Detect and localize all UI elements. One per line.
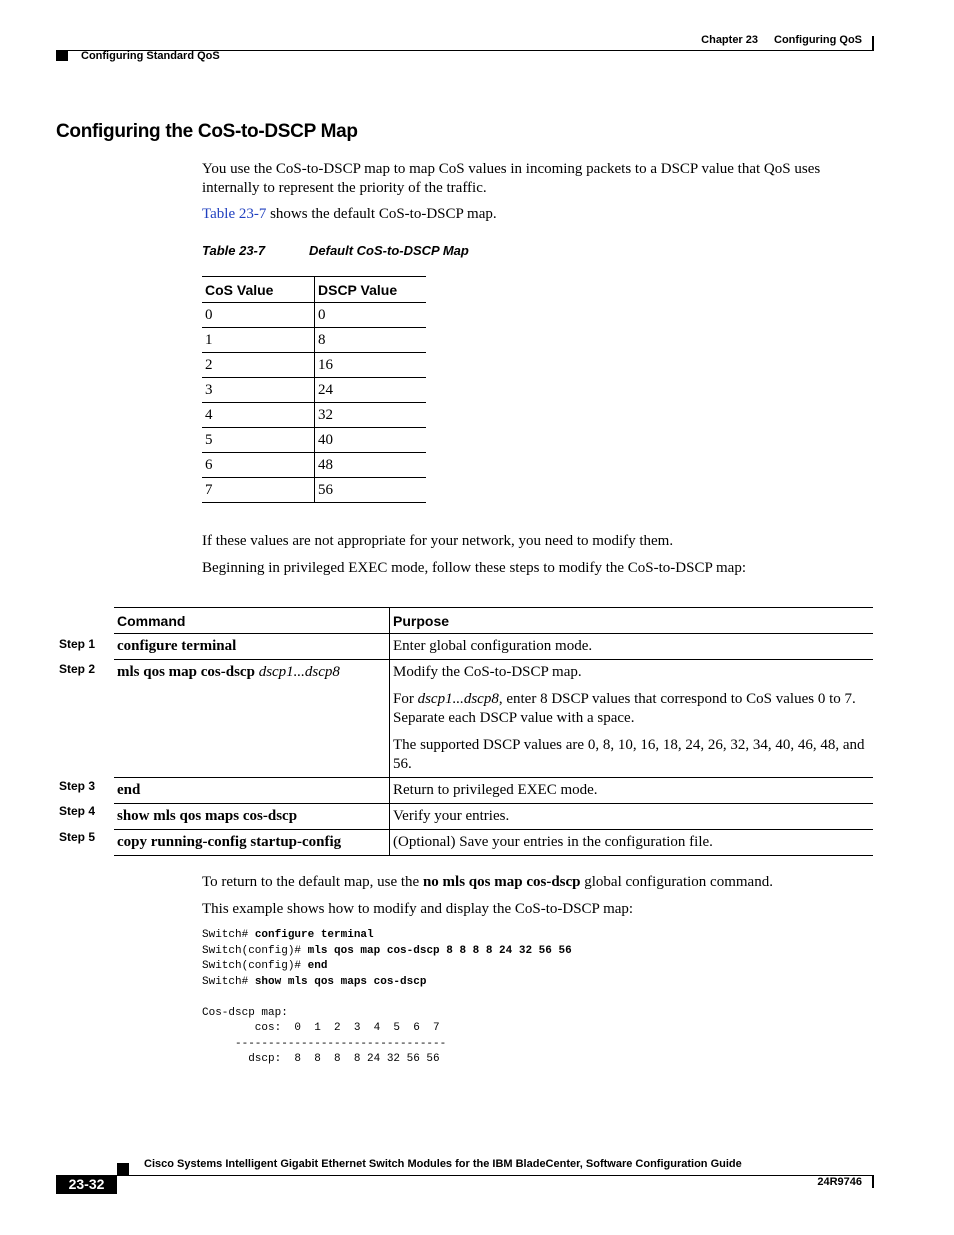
- purpose-cell: [390, 830, 874, 856]
- code-line: [202, 944, 572, 960]
- return-paragraph: [202, 873, 874, 892]
- step-label: Step 3: [59, 779, 96, 793]
- command-text: mls qos map cos-dscp: [117, 664, 255, 680]
- dscp-value-cell: 0: [315, 303, 427, 328]
- footer-rule: [117, 1175, 874, 1176]
- footer-title: Cisco Systems Intelligent Gigabit Ethernet Switch Modules for the IBM BladeCenter, Software Configuration Guide: [144, 1158, 742, 1170]
- purpose-cell: [390, 634, 874, 660]
- cos-value-cell: 2: [202, 353, 315, 378]
- code-command: show mls qos maps cos-dscp: [254, 975, 427, 988]
- column-header-cos: CoS Value: [202, 277, 315, 303]
- purpose-text: Return to privileged EXEC mode.: [393, 782, 598, 798]
- page-title: Configuring the CoS-to-DSCP Map: [56, 121, 358, 142]
- step-label: Step 2: [59, 662, 96, 676]
- cos-value-cell: 5: [202, 428, 315, 453]
- command-cell: [114, 660, 390, 778]
- code-line: [202, 1037, 572, 1053]
- column-header-command: Command: [114, 608, 390, 634]
- purpose-prefix: For: [393, 691, 418, 707]
- document-number: 24R9746: [817, 1176, 862, 1188]
- dscp-value-cell: 40: [315, 428, 427, 453]
- dscp-value-cell: 16: [315, 353, 427, 378]
- return-suffix: global configuration command.: [580, 874, 773, 890]
- table-row: [202, 328, 426, 353]
- table-row: [114, 830, 873, 856]
- purpose-rest: , enter 8 DSCP values that correspond to CoS values 0 to 7. Separate each DSCP value with a space.: [393, 691, 856, 726]
- command-text: configure terminal: [117, 638, 237, 654]
- section-header: Configuring Standard QoS: [81, 50, 220, 62]
- purpose-text: Verify your entries.: [393, 808, 510, 824]
- table-caption-title: Default CoS-to-DSCP Map: [309, 243, 469, 258]
- table-caption: [202, 243, 469, 258]
- cos-value-cell: 7: [202, 478, 315, 503]
- code-line: [202, 1052, 572, 1068]
- command-cell: [114, 634, 390, 660]
- code-line: [202, 975, 572, 991]
- code-prompt: dscp: 8 8 8 8 24 32 56 56: [202, 1053, 440, 1065]
- code-line: [202, 1021, 572, 1037]
- code-example: [202, 928, 572, 1068]
- code-command: mls qos map cos-dscp 8 8 8 8 24 32 56 56: [307, 944, 572, 957]
- purpose-text: (Optional) Save your entries in the configuration file.: [393, 834, 713, 850]
- purpose-cell: [390, 804, 874, 830]
- table-row: [114, 634, 873, 660]
- table-header-row: [202, 277, 426, 303]
- steps-intro-paragraph: Beginning in privileged EXEC mode, follow these steps to modify the CoS-to-DSCP map:: [202, 560, 746, 576]
- command-argument: dscp1...dscp8: [258, 664, 340, 680]
- cos-value-cell: 4: [202, 403, 315, 428]
- purpose-cell: [390, 660, 874, 778]
- footer-tick: [872, 1175, 874, 1188]
- cos-value-cell: 0: [202, 303, 315, 328]
- command-text: copy running-config startup-config: [117, 834, 342, 850]
- dscp-value-cell: 8: [315, 328, 427, 353]
- values-paragraph: If these values are not appropriate for your network, you need to modify them.: [202, 533, 674, 549]
- purpose-text: Enter global configuration mode.: [393, 638, 593, 654]
- code-command: end: [307, 960, 328, 972]
- table-header-row: [114, 608, 873, 634]
- dscp-value-cell: 56: [315, 478, 427, 503]
- steps-table: [114, 607, 873, 856]
- cos-value-cell: 1: [202, 328, 315, 353]
- table-row: [202, 353, 426, 378]
- table-row: [202, 453, 426, 478]
- table-row: [202, 428, 426, 453]
- column-header-purpose: Purpose: [390, 608, 874, 634]
- cos-value-cell: 3: [202, 378, 315, 403]
- table-row: [202, 478, 426, 503]
- purpose-cell: [390, 778, 874, 804]
- table-row: [114, 660, 873, 778]
- command-cell: [114, 804, 390, 830]
- header-block: [56, 51, 68, 61]
- page-number: 23-32: [56, 1175, 117, 1194]
- table-reference-paragraph: [202, 205, 874, 224]
- running-header: [701, 34, 862, 46]
- footer-block: [117, 1163, 129, 1175]
- table-row: [114, 778, 873, 804]
- dscp-value-cell: 24: [315, 378, 427, 403]
- code-prompt: Switch#: [202, 929, 255, 941]
- table-row: [114, 804, 873, 830]
- table-row: [202, 378, 426, 403]
- command-cell: [114, 830, 390, 856]
- chapter-title: Configuring QoS: [774, 34, 862, 46]
- dscp-value-cell: 48: [315, 453, 427, 478]
- code-line: [202, 990, 572, 1006]
- code-prompt: Switch(config)#: [202, 944, 308, 957]
- table-reference-text: shows the default CoS-to-DSCP map.: [266, 206, 497, 222]
- command-text: end: [117, 782, 141, 798]
- code-prompt: Cos-dscp map:: [202, 1006, 288, 1019]
- column-header-dscp: DSCP Value: [315, 277, 427, 303]
- command-cell: [114, 778, 390, 804]
- return-command: no mls qos map cos-dscp: [422, 874, 581, 890]
- code-prompt: Switch(config)#: [202, 960, 308, 972]
- code-prompt: --------------------------------: [202, 1037, 447, 1050]
- purpose-argument: dscp1...dscp8: [417, 691, 499, 707]
- step-label: Step 5: [59, 830, 96, 844]
- example-paragraph: This example shows how to modify and display the CoS-to-DSCP map:: [202, 901, 634, 917]
- code-line: [202, 959, 572, 975]
- command-text: show mls qos maps cos-dscp: [117, 808, 298, 824]
- code-line: [202, 928, 572, 944]
- cos-dscp-table: [202, 276, 426, 503]
- code-prompt: Switch#: [202, 975, 255, 988]
- chapter-number: Chapter 23: [701, 34, 759, 46]
- step-label: Step 1: [59, 637, 96, 651]
- table-link[interactable]: Table 23-7: [202, 206, 267, 222]
- return-prefix: To return to the default map, use the: [202, 874, 423, 890]
- purpose-text: [393, 690, 870, 728]
- intro-paragraph: You use the CoS-to-DSCP map to map CoS values in incoming packets to a DSCP value that QoS uses internally to represent the priority of the traffic.: [202, 161, 821, 196]
- code-command: configure terminal: [254, 929, 374, 941]
- cos-value-cell: 6: [202, 453, 315, 478]
- header-tick: [872, 36, 874, 51]
- code-prompt: cos: 0 1 2 3 4 5 6 7: [202, 1022, 440, 1034]
- table-row: [202, 403, 426, 428]
- table-caption-number: Table 23-7: [202, 243, 266, 258]
- code-line: [202, 1006, 572, 1022]
- table-row: [202, 303, 426, 328]
- purpose-text: The supported DSCP values are 0, 8, 10, 16, 18, 24, 26, 32, 34, 40, 46, 48, and 56.: [393, 737, 865, 772]
- purpose-text: Modify the CoS-to-DSCP map.: [393, 664, 582, 680]
- step-label: Step 4: [59, 804, 96, 818]
- dscp-value-cell: 32: [315, 403, 427, 428]
